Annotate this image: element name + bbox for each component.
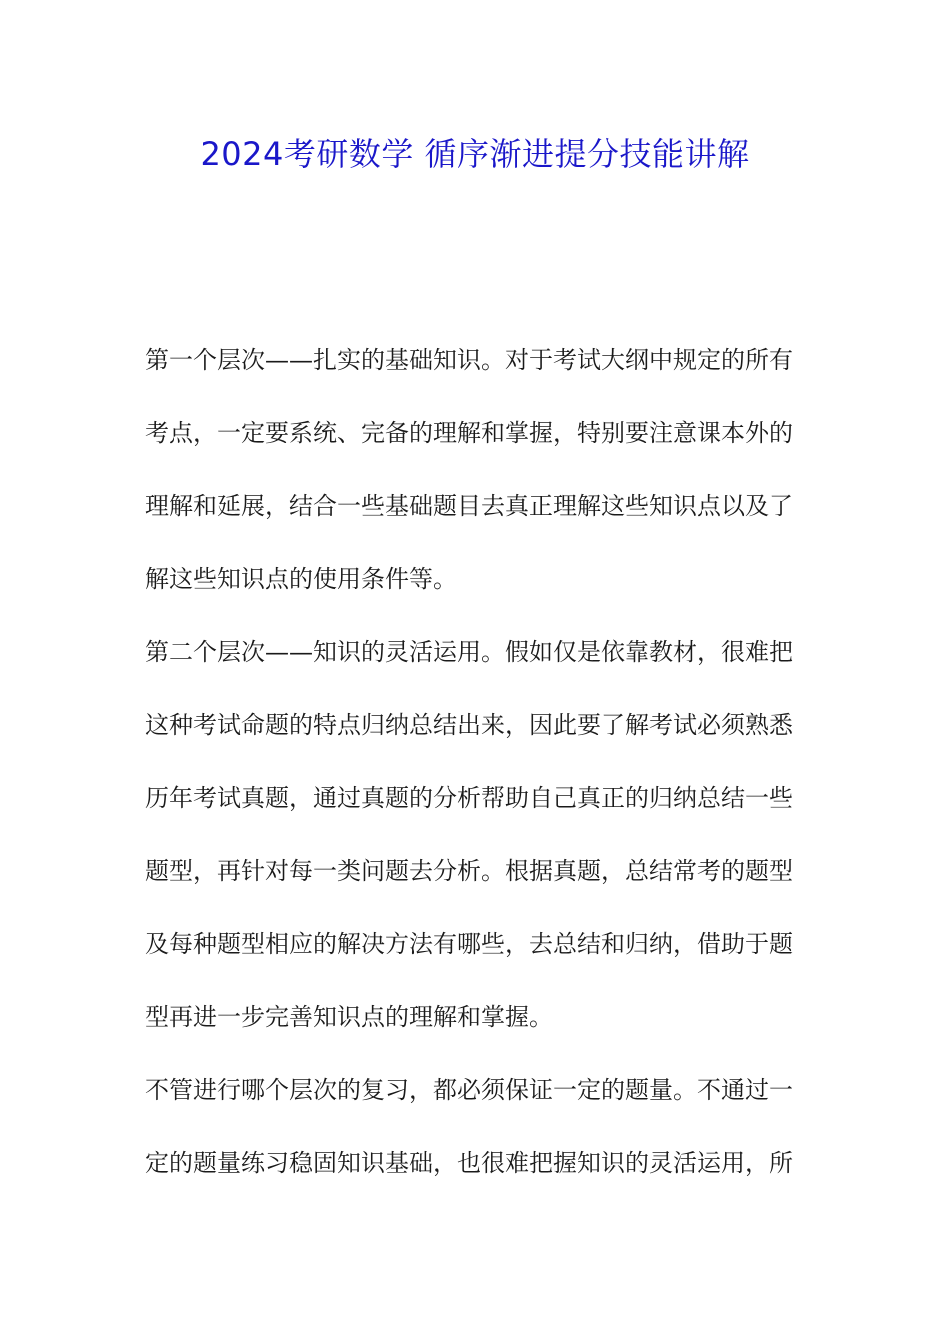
text-line: 型再进一步完善知识点的理解和掌握。: [145, 1003, 553, 1031]
text-line: 题型，再针对每一类问题去分析。根据真题，总结常考的题型: [145, 857, 793, 885]
text-line: 理解和延展，结合一些基础题目去真正理解这些知识点以及了: [145, 492, 793, 520]
text-line: 历年考试真题，通过真题的分析帮助自己真正的归纳总结一些: [145, 784, 793, 812]
text-line: 第二个层次——知识的灵活运用。假如仅是依靠教材，很难把: [145, 638, 793, 666]
document-body: [145, 336, 807, 1212]
paragraph-3: [145, 1066, 807, 1212]
text-line: 考点，一定要系统、完备的理解和掌握，特别要注意课本外的: [145, 419, 793, 447]
paragraph-1: [145, 336, 807, 628]
text-line: 不管进行哪个层次的复习，都必须保证一定的题量。不通过一: [145, 1076, 793, 1104]
text-line: 这种考试命题的特点归纳总结出来，因此要了解考试必须熟悉: [145, 711, 793, 739]
text-line: 解这些知识点的使用条件等。: [145, 565, 457, 593]
paragraph-2: [145, 628, 807, 1066]
document-title: 2024考研数学 循序渐进提分技能讲解: [200, 135, 750, 173]
text-line: 及每种题型相应的解决方法有哪些，去总结和归纳，借助于题: [145, 930, 793, 958]
text-line: 第一个层次——扎实的基础知识。对于考试大纲中规定的所有: [145, 346, 793, 374]
text-line: 定的题量练习稳固知识基础，也很难把握知识的灵活运用，所: [145, 1149, 793, 1177]
